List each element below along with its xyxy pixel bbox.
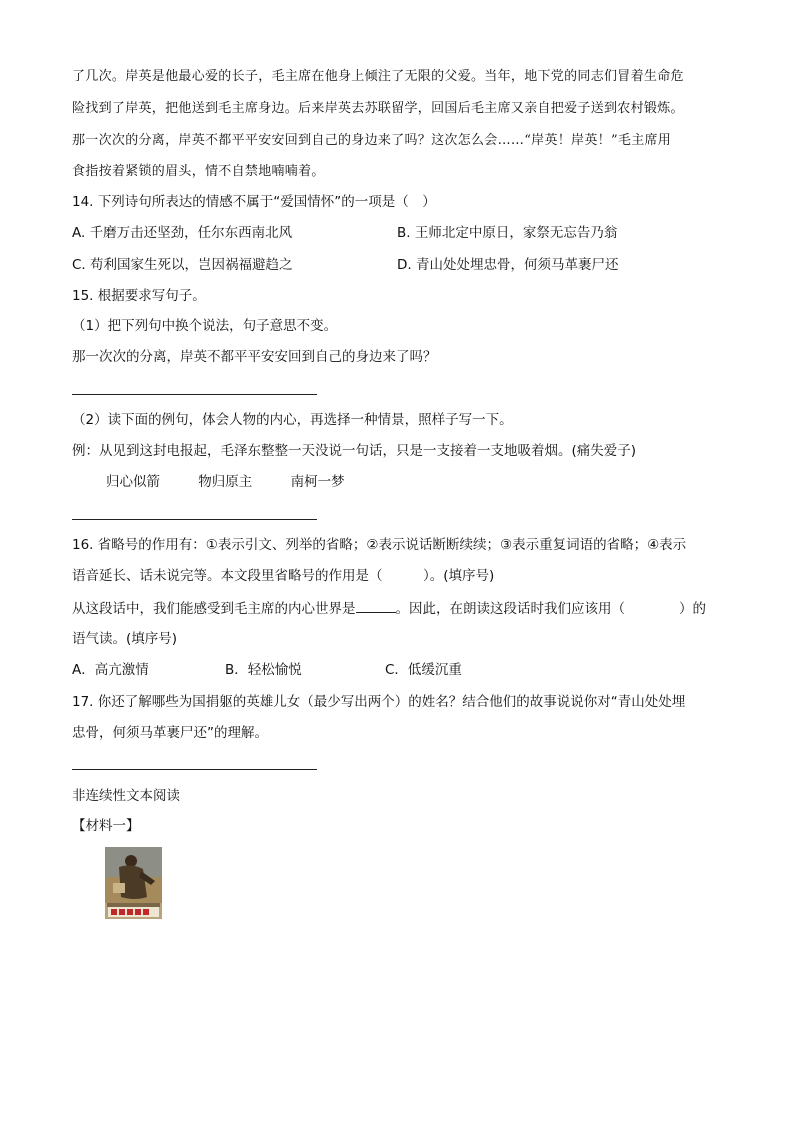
section-title: 非连续性文本阅读 <box>72 788 180 804</box>
passage-line-1: 了几次。岸英是他最心爱的长子，毛主席在他身上倾注了无限的父爱。当年，地下党的同志们冒着生命危 <box>72 69 684 84</box>
q15-scene-2[interactable]: 物归原主 <box>198 474 253 490</box>
q15-part1: （1）把下列句中换个说法，句子意思不变。 <box>72 318 338 334</box>
q15-stem: 15. 根据要求写句子。 <box>72 288 206 304</box>
material-label: 【材料一】 <box>72 818 140 834</box>
q16-option-c[interactable]: C．低缓沉重 <box>385 662 462 678</box>
q17-line-1: 17. 你还了解哪些为国捐躯的英雄儿女（最少写出两个）的姓名？结合他们的故事说说你对“青山处处埋 <box>72 694 686 710</box>
q15-scenes <box>72 472 732 492</box>
q14-stem: 14. 下列诗句所表达的情感不属于“爱国情怀”的一项是（ ） <box>72 194 436 210</box>
movie-poster-image <box>105 847 162 919</box>
q14-option-b[interactable]: B. 王师北定中原日，家祭无忘告乃翁 <box>397 225 618 241</box>
q16-line-2: 语音延长、话未说完等。本文段里省略号的作用是（ ）。(填序号) <box>72 568 495 584</box>
q14-options-row-2 <box>72 255 732 275</box>
q16-line-3 <box>72 598 732 619</box>
passage-line-2: 险找到了岸英，把他送到毛主席身边。后来岸英去苏联留学，回国后毛主席又亲自把爱子送到农村锻炼。 <box>72 101 684 116</box>
q17-answer-line[interactable] <box>72 769 317 770</box>
q16-option-a[interactable]: A．高亢激情 <box>72 662 149 678</box>
poster-illustration <box>105 847 162 919</box>
q16-line-3-end: 。因此，在朗读这段话时我们应该用（ ）的 <box>395 601 706 617</box>
q16-line-1: 16. 省略号的作用有：①表示引文、列举的省略；②表示说话断断续续；③表示重复词语的省略；④表示 <box>72 537 687 553</box>
passage-line-4: 食指按着紧锁的眉头，情不自禁地喃喃着。 <box>72 164 325 179</box>
q16-line-3-start: 从这段话中，我们能感受到毛主席的内心世界是 <box>72 601 356 617</box>
q16-blank[interactable] <box>356 598 396 613</box>
q15-answer-line-2[interactable] <box>72 519 317 520</box>
q15-scene-1[interactable]: 归心似箭 <box>106 474 160 490</box>
q15-example: 例：从见到这封电报起，毛泽东整整一天没说一句话，只是一支接着一支地吸着烟。(痛失爱子) <box>72 443 637 459</box>
q17-line-2: 忠骨，何须马革裹尸还”的理解。 <box>72 725 268 741</box>
q14-option-c[interactable]: C. 苟利国家生死以，岂因祸福避趋之 <box>72 257 293 273</box>
q14-options-row-1 <box>72 223 732 243</box>
q15-answer-line-1[interactable] <box>72 394 317 395</box>
q16-options <box>72 660 732 680</box>
q14-option-d[interactable]: D. 青山处处埋忠骨，何须马革裹尸还 <box>397 257 619 273</box>
q15-scene-3[interactable]: 南柯一梦 <box>290 474 345 490</box>
q16-line-4: 语气读。(填序号) <box>72 631 178 647</box>
q15-part2: （2）读下面的例句，体会人物的内心，再选择一种情景，照样子写一下。 <box>72 412 513 428</box>
q15-sentence: 那一次次的分离，岸英不都平平安安回到自己的身边来了吗？ <box>72 349 437 365</box>
q14-option-a[interactable]: A. 千磨万击还坚劲，任尔东西南北风 <box>72 225 293 241</box>
q16-option-b[interactable]: B．轻松愉悦 <box>225 662 302 678</box>
passage-line-3: 那一次次的分离，岸英不都平平安安回到自己的身边来了吗？这次怎么会……“岸英！岸英！”毛主席用 <box>72 133 672 148</box>
